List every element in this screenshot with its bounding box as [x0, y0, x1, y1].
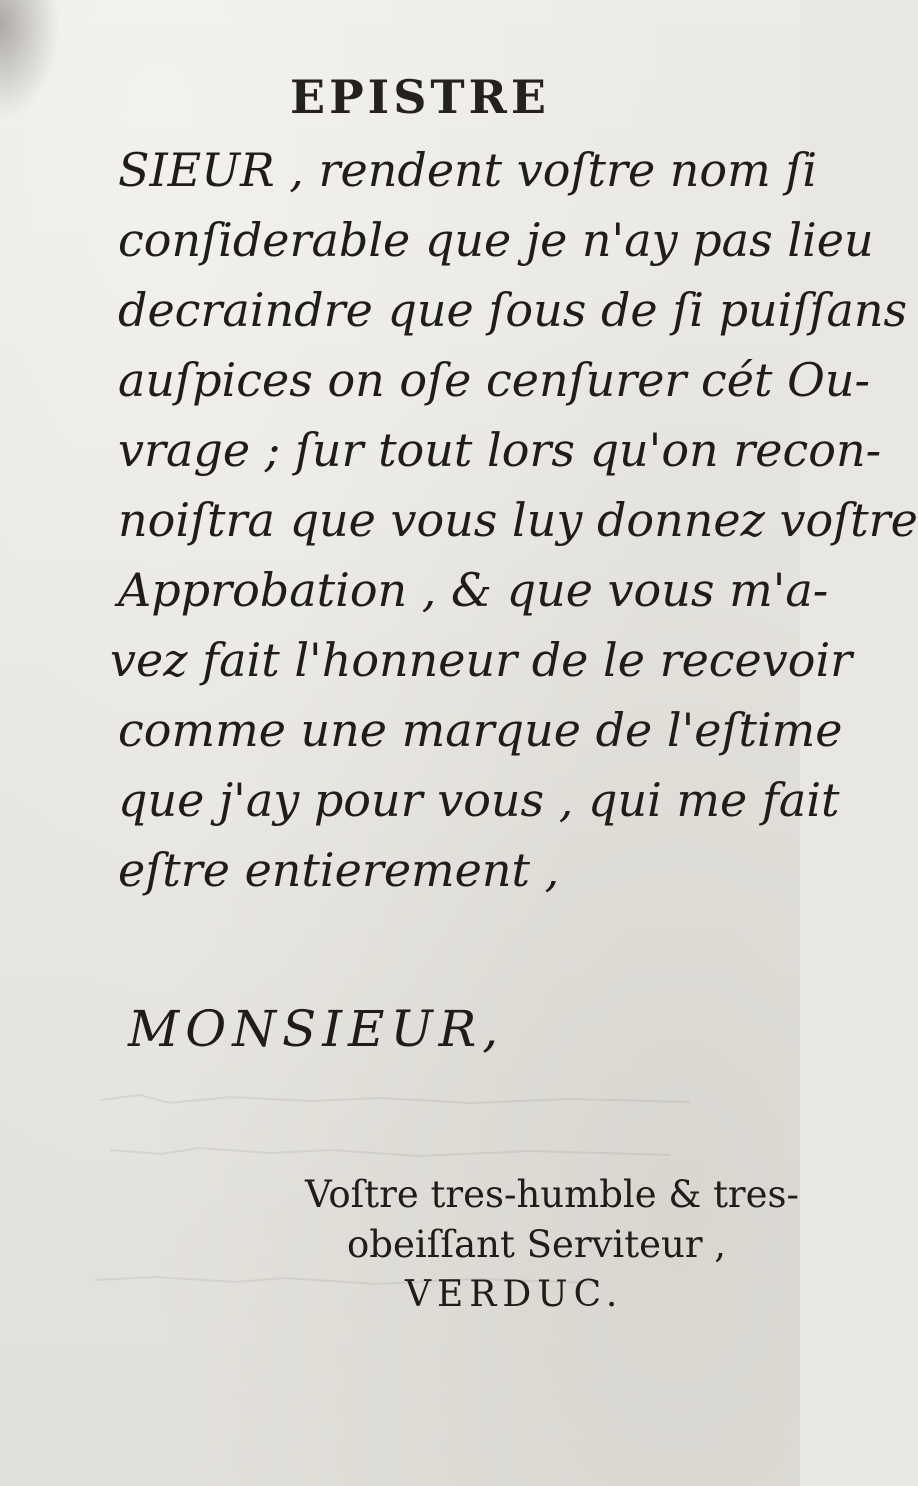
body-line: conſiderable que je n'ay pas lieu — [118, 213, 874, 267]
closing-block — [305, 1170, 799, 1320]
body-line: SIEUR , rendent voſtre nom ſi — [118, 143, 818, 197]
letter-body — [110, 135, 918, 905]
closing-line-1: Voſtre tres-humble & tres- — [305, 1173, 800, 1216]
body-line: vrage ; ſur tout lors qu'on recon- — [118, 423, 882, 477]
body-line: eſtre entierement , — [118, 843, 560, 897]
body-line: decraindre que ſous de ſi puiſſans — [118, 283, 908, 337]
body-line: Approbation , & que vous m'a- — [118, 563, 829, 617]
body-line: vez fait l'honneur de le recevoir — [110, 633, 853, 687]
body-line: auſpices on oſe cenſurer cét Ou- — [118, 353, 871, 407]
closing-line-2: obeiſſant Serviteur , — [347, 1223, 727, 1266]
salutation: MONSIEUR, — [128, 1000, 505, 1058]
page-heading: EPISTRE — [290, 70, 550, 124]
body-line: que j'ay pour vous , qui me fait — [118, 773, 840, 827]
body-line: noiſtra que vous luy donnez voſtre — [118, 493, 918, 547]
body-line: comme une marque de l'eſtime — [118, 703, 843, 757]
signature: VERDUC. — [405, 1274, 624, 1315]
